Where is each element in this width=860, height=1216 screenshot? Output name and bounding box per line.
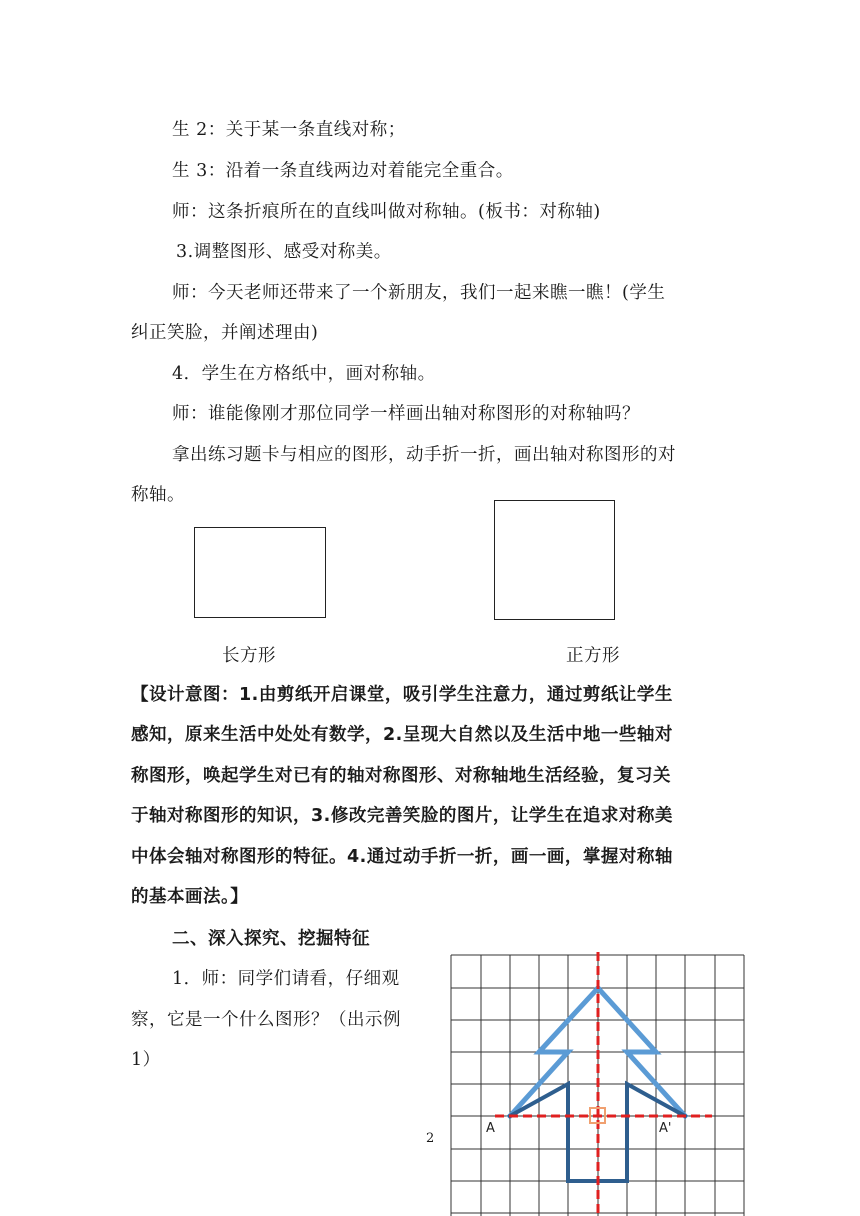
- rectangle-label: 长方形: [222, 646, 276, 666]
- dialogue-line-9: 拿出练习题卡与相应的图形，动手折一折，画出轴对称图形的对: [172, 445, 676, 465]
- page-number: 2: [426, 1131, 435, 1146]
- square-label: 正方形: [566, 646, 620, 666]
- dialogue-line-8: 师：谁能像刚才那位同学一样画出轴对称图形的对称轴吗？: [172, 404, 640, 424]
- dialogue-line-10: 称轴。: [131, 485, 185, 505]
- grid-figure: [440, 948, 760, 1216]
- section-para-line-1: 1．师：同学们请看，仔细观: [172, 969, 400, 989]
- section-para-line-3: 1）: [131, 1050, 161, 1070]
- design-intent-line-4: 于轴对称图形的知识，3.修改完善笑脸的图片，让学生在追求对称美: [131, 806, 673, 826]
- dialogue-line-2: 生 3：沿着一条直线两边对着能完全重合。: [172, 161, 514, 181]
- section-heading: 二、深入探究、挖掘特征: [172, 929, 370, 949]
- design-intent-line-6: 的基本画法。】: [131, 887, 249, 907]
- design-intent-line-3: 称图形，唤起学生对已有的轴对称图形、对称轴地生活经验，复习关: [131, 766, 671, 786]
- point-a-prime-label: A': [659, 1121, 672, 1136]
- dialogue-line-7: 4．学生在方格纸中，画对称轴。: [172, 364, 436, 384]
- square-figure: [494, 500, 615, 620]
- dialogue-line-4: 3.调整图形、感受对称美。: [176, 242, 392, 262]
- design-intent-line-1: 【设计意图：1.由剪纸开启课堂，吸引学生注意力，通过剪纸让学生: [131, 685, 673, 705]
- design-intent-line-2: 感知，原来生活中处处有数学，2.呈现大自然以及生活中地一些轴对: [131, 725, 673, 745]
- section-para-line-2: 察，它是一个什么图形？（出示例: [131, 1010, 401, 1030]
- point-a-label: A: [486, 1121, 495, 1136]
- design-intent-line-5: 中体会轴对称图形的特征。4.通过动手折一折，画一画，掌握对称轴: [131, 847, 673, 867]
- dialogue-line-3: 师：这条折痕所在的直线叫做对称轴。(板书：对称轴): [172, 202, 601, 222]
- dialogue-line-6: 纠正笑脸，并阐述理由): [131, 323, 319, 343]
- rectangle-figure: [194, 527, 326, 618]
- dialogue-line-5: 师：今天老师还带来了一个新朋友，我们一起来瞧一瞧！(学生: [172, 283, 666, 303]
- dialogue-line-1: 生 2：关于某一条直线对称；: [172, 120, 406, 140]
